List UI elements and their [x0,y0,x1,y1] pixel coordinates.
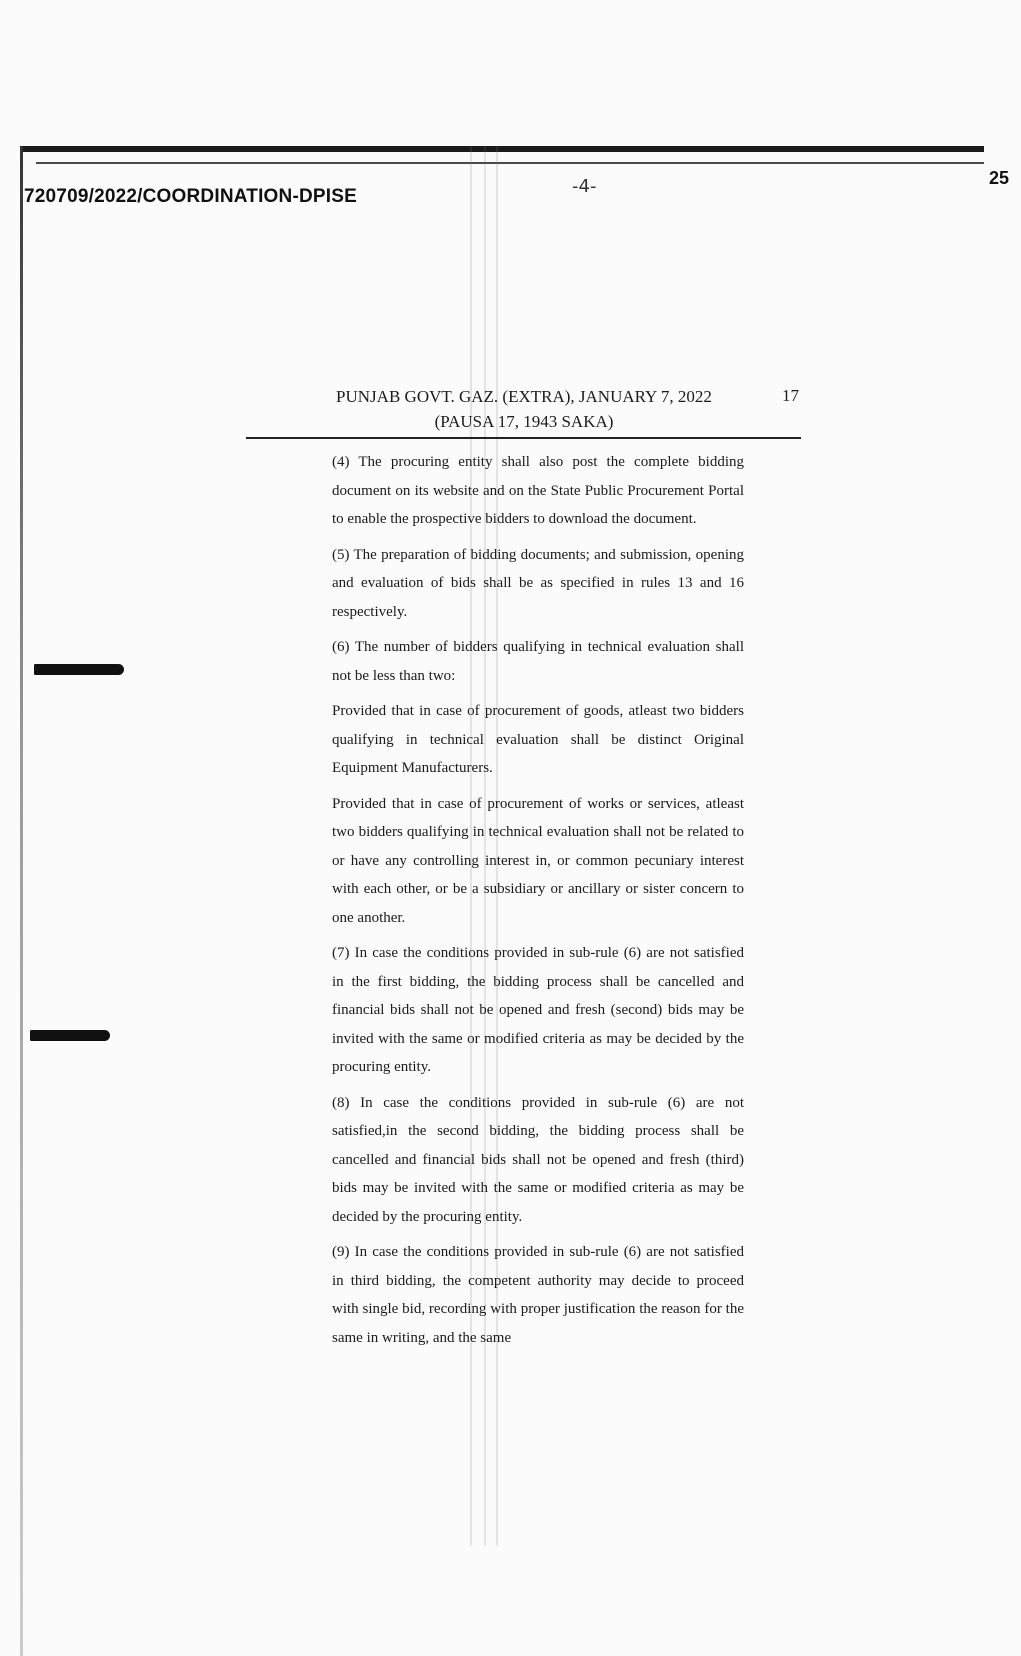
margin-ink-mark [30,1030,110,1041]
file-number: 720709/2022/COORDINATION-DPISE [24,186,357,207]
handwritten-page-number: -4- [572,176,597,197]
gazette-title: PUNJAB GOVT. GAZ. (EXTRA), JANUARY 7, 2022 [336,387,712,406]
paragraph-proviso-works: Provided that in case of procurement of works or services, atleast two bidders qualifying in technical evaluation shall not be related to or have any controlling interest in, or common pecuniary interest with each other, or be a subsidiary or ancillary or sister concern to one another. [332,795,744,926]
corner-page-number: 25 [988,168,1009,188]
rule-text [332,448,744,1359]
header-rule [246,437,801,439]
gazette-header [246,384,802,434]
scan-left-edge [20,146,23,1656]
paragraph-sub-rule-5: (5) The preparation of bidding documents; and submission, opening and evaluation of bids shall be as specified in rules 13 and 16 respectively. [332,546,744,620]
paragraph-sub-rule-4: (4) The procuring entity shall also post the complete bidding document on its website and on the State Public Procurement Portal to enable the prospective bidders to download the document. [332,454,744,527]
paragraph-sub-rule-9: (9) In case the conditions provided in sub-rule (6) are not satisfied in third bidding, the competent authority may decide to proceed with single bid, recording with proper justification the reason for the same in writing, and the same [332,1244,744,1346]
paragraph-proviso-goods: Provided that in case of procurement of goods, atleast two bidders qualifying in technical evaluation shall be distinct Original Equipment Manufacturers. [332,703,744,776]
scan-top-border [22,146,984,152]
gazette-date-saka: (PAUSA 17, 1943 SAKA) [434,412,614,431]
scan-top-border-thin [36,162,984,164]
paragraph-sub-rule-6: (6) The number of bidders qualifying in technical evaluation shall not be less than two: [332,639,744,684]
gazette-page-number: 17 [782,386,799,405]
margin-ink-mark [34,664,124,675]
paragraph-sub-rule-7: (7) In case the conditions provided in sub-rule (6) are not satisfied in the first bidding, the bidding process shall be cancelled and financial bids shall not be opened and fresh (second) bids may be invited with the same or modified criteria as may be decided by the procuring entity. [332,945,744,1075]
paragraph-sub-rule-8: (8) In case the conditions provided in sub-rule (6) are not satisfied,in the second bidding, the bidding process shall be cancelled and financial bids shall not be opened and fresh (third) bids may be invited with the same or modified criteria as may be decided by the procuring entity. [332,1094,744,1225]
